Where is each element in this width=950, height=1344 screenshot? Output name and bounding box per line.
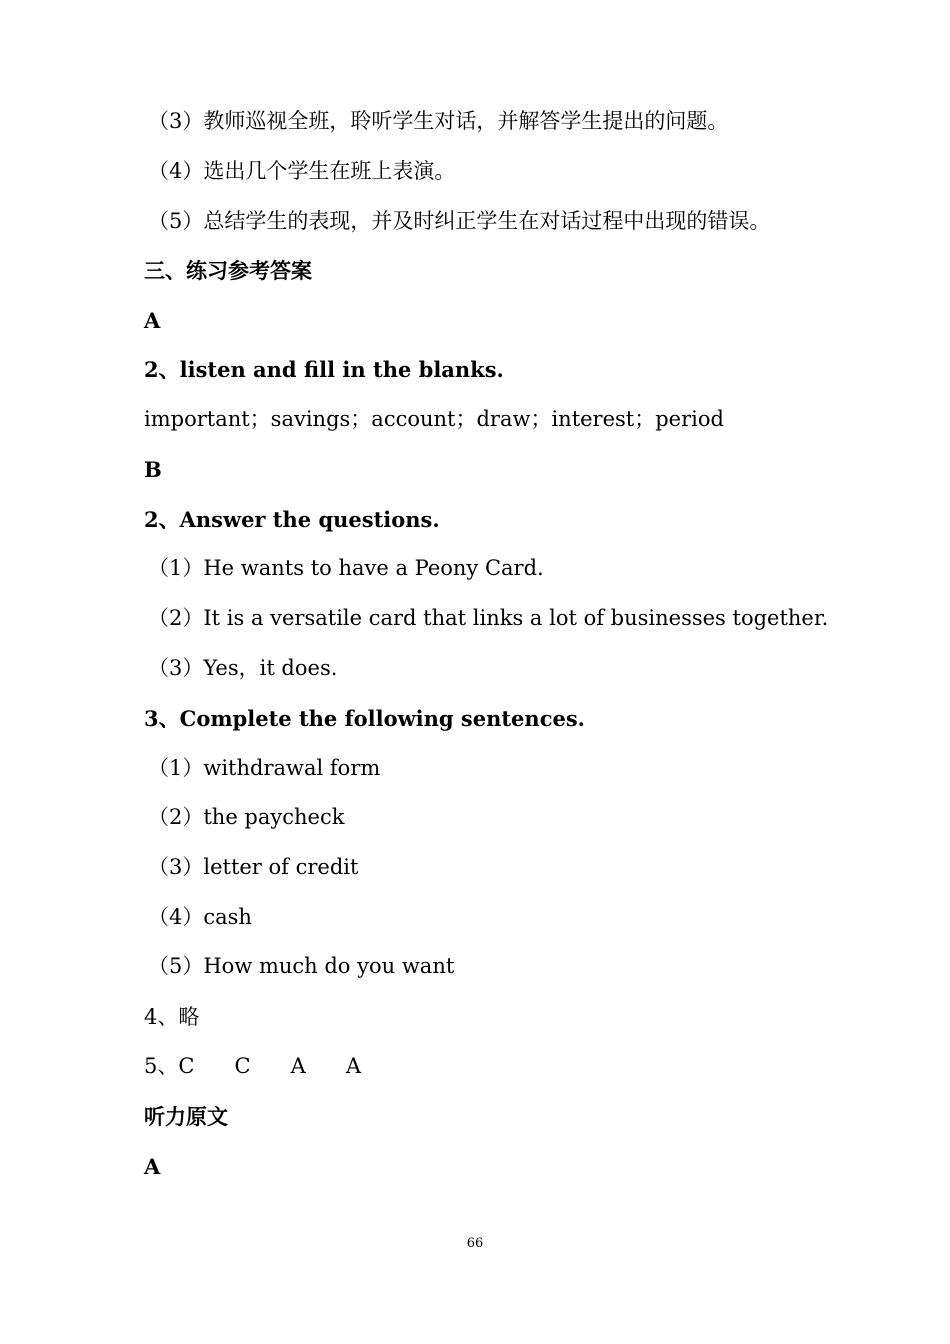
exercise-5-answer: 5、C C A A bbox=[144, 1054, 361, 1078]
sentence-answer-5: （5）How much do you want bbox=[148, 954, 455, 978]
part-b-heading: B bbox=[144, 457, 162, 482]
fill-blanks-answers: important；savings；account；draw；interest；period bbox=[144, 407, 724, 431]
answer-questions-heading: 2、Answer the questions. bbox=[144, 507, 440, 532]
sentence-answer-4: （4）cash bbox=[148, 905, 252, 929]
teacher-step-4: （4）选出几个学生在班上表演。 bbox=[148, 159, 456, 183]
complete-sentences-heading: 3、Complete the following sentences. bbox=[144, 706, 585, 731]
sentence-answer-1: （1）withdrawal form bbox=[148, 756, 381, 780]
sentence-answer-2: （2）the paycheck bbox=[148, 805, 345, 829]
section-heading-answers: 三、练习参考答案 bbox=[144, 258, 312, 283]
question-answer-3: （3）Yes，it does. bbox=[148, 656, 338, 680]
listening-transcript-heading: 听力原文 bbox=[144, 1104, 228, 1129]
exercise-2-heading: 2、listen and fill in the blanks. bbox=[144, 357, 504, 382]
question-answer-1: （1）He wants to have a Peony Card. bbox=[148, 556, 544, 580]
page-number: 66 bbox=[466, 1236, 484, 1251]
sentence-answer-3: （3）letter of credit bbox=[148, 855, 359, 879]
part-a-heading: A bbox=[144, 308, 161, 333]
exercise-4-answer: 4、略 bbox=[144, 1005, 200, 1029]
question-answer-2: （2）It is a versatile card that links a lot of businesses together. bbox=[148, 606, 829, 630]
transcript-part-a-heading: A bbox=[144, 1154, 161, 1179]
teacher-step-3: （3）教师巡视全班，聆听学生对话，并解答学生提出的问题。 bbox=[148, 109, 729, 133]
teacher-step-5: （5）总结学生的表现，并及时纠正学生在对话过程中出现的错误。 bbox=[148, 209, 771, 233]
